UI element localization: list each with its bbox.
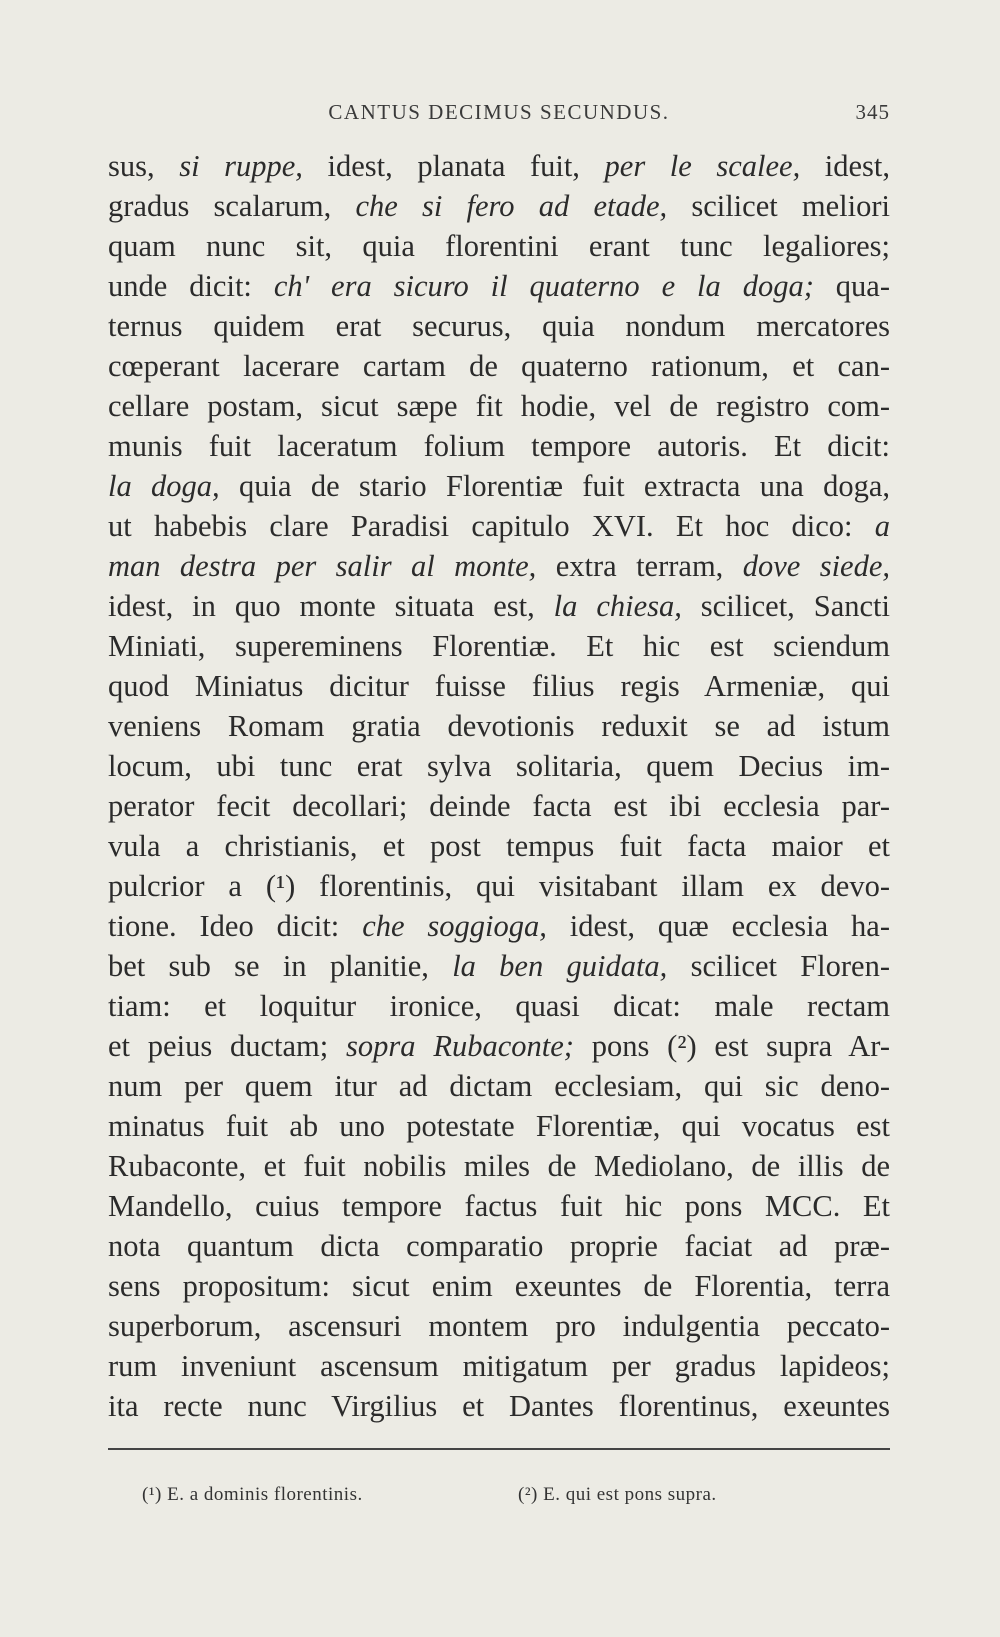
text-segment: sus, bbox=[108, 149, 180, 183]
footnote-1: (¹) E. a dominis florentinis. bbox=[142, 1484, 363, 1505]
text-segment: extra terram, bbox=[536, 549, 743, 583]
text-segment: tione. Ideo dicit: bbox=[108, 909, 363, 943]
text-line bbox=[108, 346, 890, 386]
text-line bbox=[108, 266, 890, 306]
text-segment: rum inveniunt ascensum mitigatum per gradus lapideos; bbox=[108, 1349, 890, 1383]
page-number: 345 bbox=[855, 100, 890, 124]
text-line bbox=[108, 386, 890, 426]
text-segment: scilicet Floren- bbox=[667, 949, 890, 983]
text-segment: scilicet, Sancti bbox=[681, 589, 890, 623]
text-segment: munis fuit laceratum folium tempore autoris. Et dicit: bbox=[108, 429, 890, 463]
text-line bbox=[108, 706, 890, 746]
text-segment: unde dicit: bbox=[108, 269, 274, 303]
text-line bbox=[108, 1026, 890, 1066]
text-line bbox=[108, 146, 890, 186]
italic-quotation: che soggioga, bbox=[362, 909, 547, 943]
italic-quotation: la doga, bbox=[108, 469, 220, 503]
text-line bbox=[108, 1226, 890, 1266]
text-segment: quod Miniatus dicitur fuisse filius regis Armeniæ, qui bbox=[108, 669, 890, 703]
text-segment: ternus quidem erat securus, quia nondum mercatores bbox=[108, 309, 890, 343]
text-segment: scilicet meliori bbox=[667, 189, 890, 223]
text-line bbox=[108, 1106, 890, 1146]
text-segment: vula a christianis, et post tempus fuit facta maior et bbox=[108, 829, 890, 863]
text-segment: et peius ductam; bbox=[108, 1029, 347, 1063]
text-line bbox=[108, 906, 890, 946]
text-line bbox=[108, 186, 890, 226]
footnote-rule bbox=[108, 1448, 890, 1450]
text-segment: bet sub se in planitie, bbox=[108, 949, 453, 983]
text-segment: qua- bbox=[813, 269, 890, 303]
text-line bbox=[108, 1346, 890, 1386]
italic-quotation: a bbox=[874, 509, 890, 543]
italic-quotation: si ruppe, bbox=[179, 149, 303, 183]
italic-quotation: per le scalee, bbox=[604, 149, 801, 183]
text-segment: veniens Romam gratia devotionis reduxit se ad istum bbox=[108, 709, 890, 743]
text-segment: idest, planata fuit, bbox=[302, 149, 605, 183]
text-segment: num per quem itur ad dictam ecclesiam, qui sic deno- bbox=[108, 1069, 890, 1103]
italic-quotation: sopra Rubaconte; bbox=[346, 1029, 574, 1063]
text-segment: sens propositum: sicut enim exeuntes de Florentia, terra bbox=[108, 1269, 890, 1303]
text-line bbox=[108, 666, 890, 706]
text-segment: pons (²) est supra Ar- bbox=[573, 1029, 890, 1063]
text-line bbox=[108, 986, 890, 1026]
text-segment: gradus scalarum, bbox=[108, 189, 356, 223]
text-segment: minatus fuit ab uno potestate Florentiæ, qui vocatus est bbox=[108, 1109, 890, 1143]
text-segment: idest, bbox=[800, 149, 890, 183]
text-line bbox=[108, 506, 890, 546]
italic-quotation: la ben guidata, bbox=[452, 949, 668, 983]
footnote-2: (²) E. qui est pons supra. bbox=[518, 1484, 717, 1505]
text-line bbox=[108, 1386, 890, 1426]
text-segment: perator fecit decollari; deinde facta est ibi ecclesia par- bbox=[108, 789, 890, 823]
italic-quotation: dove siede, bbox=[742, 549, 890, 583]
text-segment: idest, quæ ecclesia ha- bbox=[546, 909, 890, 943]
body-text bbox=[108, 146, 890, 1426]
text-segment: ut habebis clare Paradisi capitulo XVI. Et hoc dico: bbox=[108, 509, 875, 543]
text-segment: Mandello, cuius tempore factus fuit hic pons MCC. Et bbox=[108, 1189, 890, 1223]
text-segment: locum, ubi tunc erat sylva solitaria, quem Decius im- bbox=[108, 749, 890, 783]
text-line bbox=[108, 306, 890, 346]
text-line bbox=[108, 226, 890, 266]
text-segment: cellare postam, sicut sæpe fit hodie, vel de registro com- bbox=[108, 389, 890, 423]
text-segment: idest, in quo monte situata est, bbox=[108, 589, 554, 623]
text-line bbox=[108, 826, 890, 866]
text-segment: nota quantum dicta comparatio proprie faciat ad præ- bbox=[108, 1229, 890, 1263]
text-line bbox=[108, 586, 890, 626]
text-line bbox=[108, 946, 890, 986]
text-line bbox=[108, 786, 890, 826]
text-line bbox=[108, 746, 890, 786]
italic-quotation: ch' era sicuro il quaterno e la doga; bbox=[273, 269, 814, 303]
text-segment: pulcrior a (¹) florentinis, qui visitabant illam ex devo- bbox=[108, 869, 890, 903]
text-segment: superborum, ascensuri montem pro indulgentia peccato- bbox=[108, 1309, 890, 1343]
text-segment: cœperant lacerare cartam de quaterno rationum, et can- bbox=[108, 349, 890, 383]
text-segment: Rubaconte, et fuit nobilis miles de Mediolano, de illis de bbox=[108, 1149, 890, 1183]
italic-quotation: che si fero ad etade, bbox=[355, 189, 668, 223]
text-line bbox=[108, 1186, 890, 1226]
text-segment: quia de stario Florentiæ fuit extracta una doga, bbox=[219, 469, 890, 503]
italic-quotation: man destra per salir al monte, bbox=[108, 549, 537, 583]
text-line bbox=[108, 866, 890, 906]
text-line bbox=[108, 1066, 890, 1106]
text-line bbox=[108, 426, 890, 466]
text-segment: ita recte nunc Virgilius et Dantes florentinus, exeuntes bbox=[108, 1389, 890, 1423]
text-segment: Miniati, supereminens Florentiæ. Et hic est sciendum bbox=[108, 629, 890, 663]
text-line bbox=[108, 626, 890, 666]
text-line bbox=[108, 1306, 890, 1346]
text-segment: quam nunc sit, quia florentini erant tunc legaliores; bbox=[108, 229, 890, 263]
text-line bbox=[108, 1146, 890, 1186]
running-head-title: CANTUS DECIMUS SECUNDUS. bbox=[328, 100, 670, 124]
text-line bbox=[108, 1266, 890, 1306]
italic-quotation: la chiesa, bbox=[553, 589, 682, 623]
text-segment: tiam: et loquitur ironice, quasi dicat: male rectam bbox=[108, 989, 890, 1023]
text-line bbox=[108, 546, 890, 586]
text-line bbox=[108, 466, 890, 506]
running-head bbox=[108, 100, 890, 130]
